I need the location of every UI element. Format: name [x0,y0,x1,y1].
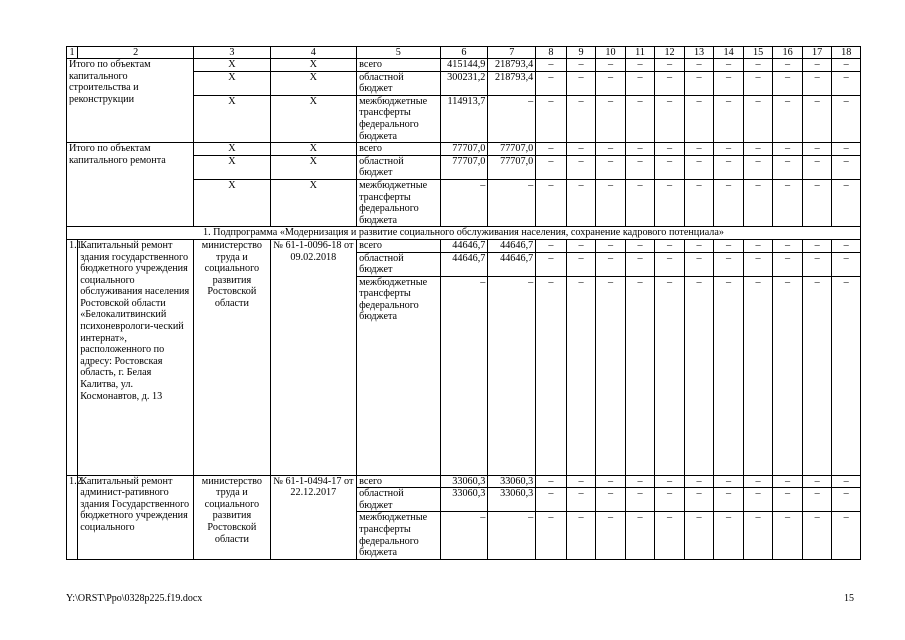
column-number: 1 [67,47,78,59]
table-row [67,239,861,252]
page-number: 15 [844,593,854,604]
empty-value-cell: – [596,179,626,226]
empty-value-cell: – [714,71,744,95]
empty-value-cell: – [802,276,832,475]
amount-col7: – [488,95,536,142]
marker-cell: Х [270,71,357,95]
empty-value-cell: – [714,512,744,559]
empty-value-cell: – [596,512,626,559]
empty-value-cell: – [743,71,773,95]
empty-value-cell: – [773,252,803,276]
empty-value-cell: – [832,239,861,252]
empty-value-cell: – [714,252,744,276]
empty-value-cell: – [832,488,861,512]
empty-value-cell: – [596,488,626,512]
empty-value-cell: – [684,252,714,276]
empty-value-cell: – [655,512,685,559]
empty-value-cell: – [684,239,714,252]
amount-total: 33060,3 [440,475,488,488]
empty-value-cell: – [684,276,714,475]
column-number: 8 [536,47,567,59]
amount-total: 300231,2 [440,71,488,95]
marker-cell: Х [194,59,270,72]
amount-total: – [440,276,488,475]
empty-value-cell: – [802,512,832,559]
empty-value-cell: – [743,95,773,142]
column-number: 7 [488,47,536,59]
empty-value-cell: – [802,239,832,252]
empty-value-cell: – [655,475,685,488]
column-number: 17 [802,47,832,59]
empty-value-cell: – [625,71,655,95]
column-number: 14 [714,47,744,59]
empty-value-cell: – [714,155,744,179]
funding-source: областной бюджет [357,252,440,276]
item-ministry: министерство труда и социального развития Ростовской области [194,475,270,559]
amount-total: 114913,7 [440,95,488,142]
section-row [67,227,861,240]
item-document: № 61-1-0494-17 от 22.12.2017 [270,475,357,559]
empty-value-cell: – [536,239,567,252]
empty-value-cell: – [596,239,626,252]
item-name: Капитальный ремонт здания государственного бюджетного учреждения социального обслуживания населения Ростовской области «Белокалитвинский психоневрологи-ческий интернат», расположенного по адресу: Ростовская область, г. Белая Калитва, ул. Космонавтов, д. 13 [78,239,194,475]
empty-value-cell: – [536,475,567,488]
marker-cell: Х [194,179,270,226]
empty-value-cell: – [802,252,832,276]
column-number: 16 [773,47,803,59]
empty-value-cell: – [536,155,567,179]
amount-total: – [440,179,488,226]
column-number: 13 [684,47,714,59]
empty-value-cell: – [566,59,596,72]
empty-value-cell: – [832,95,861,142]
empty-value-cell: – [596,252,626,276]
empty-value-cell: – [625,179,655,226]
empty-value-cell: – [743,239,773,252]
column-number: 11 [625,47,655,59]
funding-source: всего [357,143,440,156]
column-number-row [67,47,861,59]
empty-value-cell: – [773,95,803,142]
empty-value-cell: – [802,179,832,226]
amount-total: 415144,9 [440,59,488,72]
marker-cell: Х [194,155,270,179]
empty-value-cell: – [743,252,773,276]
empty-value-cell: – [566,488,596,512]
empty-value-cell: – [802,59,832,72]
funding-source: областной бюджет [357,155,440,179]
amount-col7: 44646,7 [488,252,536,276]
empty-value-cell: – [773,71,803,95]
empty-value-cell: – [714,239,744,252]
empty-value-cell: – [655,95,685,142]
empty-value-cell: – [536,179,567,226]
empty-value-cell: – [566,239,596,252]
empty-value-cell: – [596,143,626,156]
empty-value-cell: – [566,71,596,95]
empty-value-cell: – [596,475,626,488]
group-label: Итого по объектам капитального ремонта [67,143,194,227]
empty-value-cell: – [596,71,626,95]
empty-value-cell: – [802,143,832,156]
column-number: 3 [194,47,270,59]
table-row [67,59,861,72]
amount-col7: 44646,7 [488,239,536,252]
empty-value-cell: – [625,512,655,559]
empty-value-cell: – [625,475,655,488]
empty-value-cell: – [596,59,626,72]
amount-col7: 77707,0 [488,155,536,179]
item-document: № 61-1-0096-18 от 09.02.2018 [270,239,357,475]
empty-value-cell: – [536,59,567,72]
empty-value-cell: – [773,239,803,252]
empty-value-cell: – [773,155,803,179]
column-number: 18 [832,47,861,59]
item-name: Капитальный ремонт админист-ративного здания Государственного бюджетного учреждения социального [78,475,194,559]
empty-value-cell: – [625,252,655,276]
empty-value-cell: – [655,143,685,156]
empty-value-cell: – [832,252,861,276]
empty-value-cell: – [773,488,803,512]
table-row [67,475,861,488]
empty-value-cell: – [773,143,803,156]
empty-value-cell: – [684,71,714,95]
column-number: 9 [566,47,596,59]
column-number: 5 [357,47,440,59]
empty-value-cell: – [802,95,832,142]
amount-total: 77707,0 [440,155,488,179]
empty-value-cell: – [743,155,773,179]
amount-col7: 218793,4 [488,71,536,95]
empty-value-cell: – [714,95,744,142]
empty-value-cell: – [684,488,714,512]
empty-value-cell: – [596,276,626,475]
empty-value-cell: – [743,276,773,475]
empty-value-cell: – [566,143,596,156]
empty-value-cell: – [714,276,744,475]
empty-value-cell: – [655,179,685,226]
amount-total: 77707,0 [440,143,488,156]
funding-source: межбюджетные трансферты федерального бюджета [357,276,440,475]
amount-col7: 33060,3 [488,475,536,488]
empty-value-cell: – [832,475,861,488]
amount-total: 33060,3 [440,488,488,512]
empty-value-cell: – [743,512,773,559]
empty-value-cell: – [802,155,832,179]
empty-value-cell: – [773,59,803,72]
empty-value-cell: – [655,59,685,72]
item-number: 1.1. [67,239,78,475]
empty-value-cell: – [802,475,832,488]
empty-value-cell: – [684,179,714,226]
empty-value-cell: – [684,143,714,156]
empty-value-cell: – [832,276,861,475]
empty-value-cell: – [773,276,803,475]
empty-value-cell: – [596,95,626,142]
empty-value-cell: – [832,179,861,226]
empty-value-cell: – [773,512,803,559]
empty-value-cell: – [566,95,596,142]
empty-value-cell: – [714,488,744,512]
amount-total: 44646,7 [440,239,488,252]
empty-value-cell: – [596,155,626,179]
empty-value-cell: – [566,512,596,559]
empty-value-cell: – [566,179,596,226]
funding-source: всего [357,239,440,252]
empty-value-cell: – [566,276,596,475]
empty-value-cell: – [625,95,655,142]
funding-source: областной бюджет [357,488,440,512]
empty-value-cell: – [625,155,655,179]
empty-value-cell: – [743,488,773,512]
marker-cell: Х [270,143,357,156]
marker-cell: Х [270,59,357,72]
empty-value-cell: – [625,276,655,475]
amount-col7: – [488,276,536,475]
amount-col7: – [488,512,536,559]
empty-value-cell: – [655,252,685,276]
marker-cell: Х [270,155,357,179]
table-row [67,143,861,156]
empty-value-cell: – [832,143,861,156]
marker-cell: Х [270,95,357,142]
empty-value-cell: – [714,179,744,226]
empty-value-cell: – [655,71,685,95]
empty-value-cell: – [655,488,685,512]
empty-value-cell: – [773,475,803,488]
empty-value-cell: – [536,143,567,156]
amount-col7: 77707,0 [488,143,536,156]
empty-value-cell: – [625,59,655,72]
empty-value-cell: – [684,155,714,179]
amount-total: 44646,7 [440,252,488,276]
empty-value-cell: – [714,143,744,156]
empty-value-cell: – [802,488,832,512]
marker-cell: Х [194,95,270,142]
empty-value-cell: – [566,475,596,488]
column-number: 6 [440,47,488,59]
empty-value-cell: – [802,71,832,95]
column-number: 2 [78,47,194,59]
empty-value-cell: – [536,95,567,142]
group-label: Итого по объектам капитального строительства и реконструкции [67,59,194,143]
empty-value-cell: – [536,276,567,475]
marker-cell: Х [194,143,270,156]
section-title: 1. Подпрограмма «Модернизация и развитие социального обслуживания населения, сохранение кадрового потенциала» [67,227,861,240]
empty-value-cell: – [536,252,567,276]
marker-cell: Х [194,71,270,95]
funding-source: межбюджетные трансферты федерального бюджета [357,95,440,142]
item-number: 1.2. [67,475,78,559]
amount-col7: 218793,4 [488,59,536,72]
column-number: 15 [743,47,773,59]
funding-source: межбюджетные трансферты федерального бюджета [357,512,440,559]
empty-value-cell: – [566,155,596,179]
item-ministry: министерство труда и социального развития Ростовской области [194,239,270,475]
empty-value-cell: – [714,59,744,72]
marker-cell: Х [270,179,357,226]
funding-source: всего [357,475,440,488]
empty-value-cell: – [832,512,861,559]
funding-source: всего [357,59,440,72]
empty-value-cell: – [832,59,861,72]
column-number: 10 [596,47,626,59]
amount-total: – [440,512,488,559]
empty-value-cell: – [684,59,714,72]
empty-value-cell: – [566,252,596,276]
empty-value-cell: – [536,71,567,95]
empty-value-cell: – [655,155,685,179]
empty-value-cell: – [625,239,655,252]
empty-value-cell: – [743,475,773,488]
empty-value-cell: – [743,59,773,72]
empty-value-cell: – [625,143,655,156]
empty-value-cell: – [773,179,803,226]
empty-value-cell: – [655,276,685,475]
empty-value-cell: – [655,239,685,252]
empty-value-cell: – [832,71,861,95]
empty-value-cell: – [625,488,655,512]
funding-source: межбюджетные трансферты федерального бюджета [357,179,440,226]
amount-col7: 33060,3 [488,488,536,512]
budget-table [66,46,861,560]
empty-value-cell: – [743,179,773,226]
funding-source: областной бюджет [357,71,440,95]
footer-file-path: Y:\ORST\Ppo\0328p225.f19.docx [66,593,203,604]
empty-value-cell: – [832,155,861,179]
empty-value-cell: – [684,512,714,559]
amount-col7: – [488,179,536,226]
empty-value-cell: – [536,512,567,559]
empty-value-cell: – [536,488,567,512]
column-number: 4 [270,47,357,59]
empty-value-cell: – [684,95,714,142]
empty-value-cell: – [714,475,744,488]
empty-value-cell: – [684,475,714,488]
empty-value-cell: – [743,143,773,156]
column-number: 12 [655,47,685,59]
